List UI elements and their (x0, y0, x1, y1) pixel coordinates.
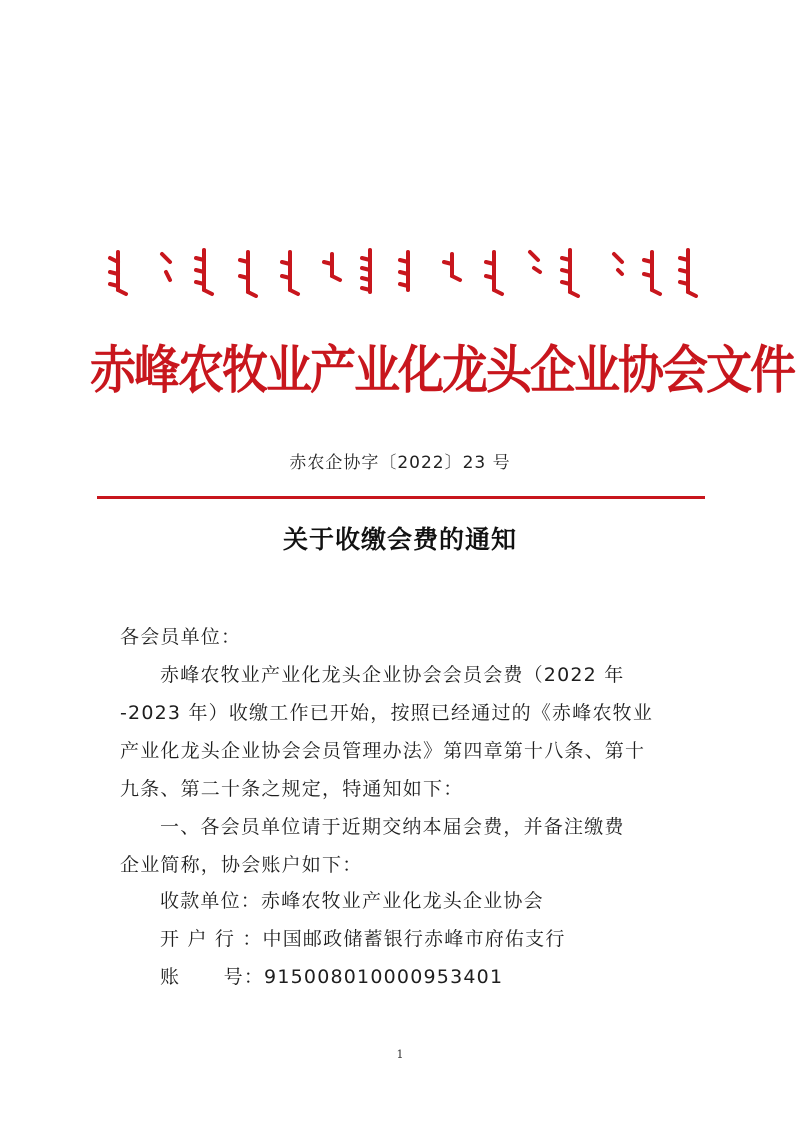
body-line: 产业化龙头企业协会会员管理办法》第四章第十八条、第十 (120, 740, 646, 762)
body-line: 赤峰农牧业产业化龙头企业协会会员会费（2022 年 (160, 664, 625, 686)
account-number: 账 号：915008010000953401 (160, 966, 504, 988)
body-line: -2023 年）收缴工作已开始，按照已经通过的《赤峰农牧业 (120, 702, 654, 724)
body-line: 企业简称，协会账户如下： (120, 854, 363, 876)
page-number: 1 (396, 1048, 404, 1061)
body-line: 九条、第二十条之规定，特通知如下： (120, 778, 464, 800)
salutation: 各会员单位： (120, 626, 242, 648)
red-divider-line (97, 496, 705, 499)
document-title: 关于收缴会费的通知 (282, 525, 517, 554)
mongolian-script-header (100, 246, 700, 298)
account-payee: 收款单位：赤峰农牧业产业化龙头企业协会 (160, 890, 544, 912)
document-number: 赤农企协字〔2022〕23 号 (289, 453, 511, 473)
account-bank: 开 户 行 ：中国邮政储蓄银行赤峰市府佑支行 (160, 928, 566, 950)
body-line: 一、各会员单位请于近期交纳本届会费，并备注缴费 (160, 816, 625, 838)
issuing-organization-heading: 赤峰农牧业产业化龙头企业协会文件 (90, 339, 794, 401)
